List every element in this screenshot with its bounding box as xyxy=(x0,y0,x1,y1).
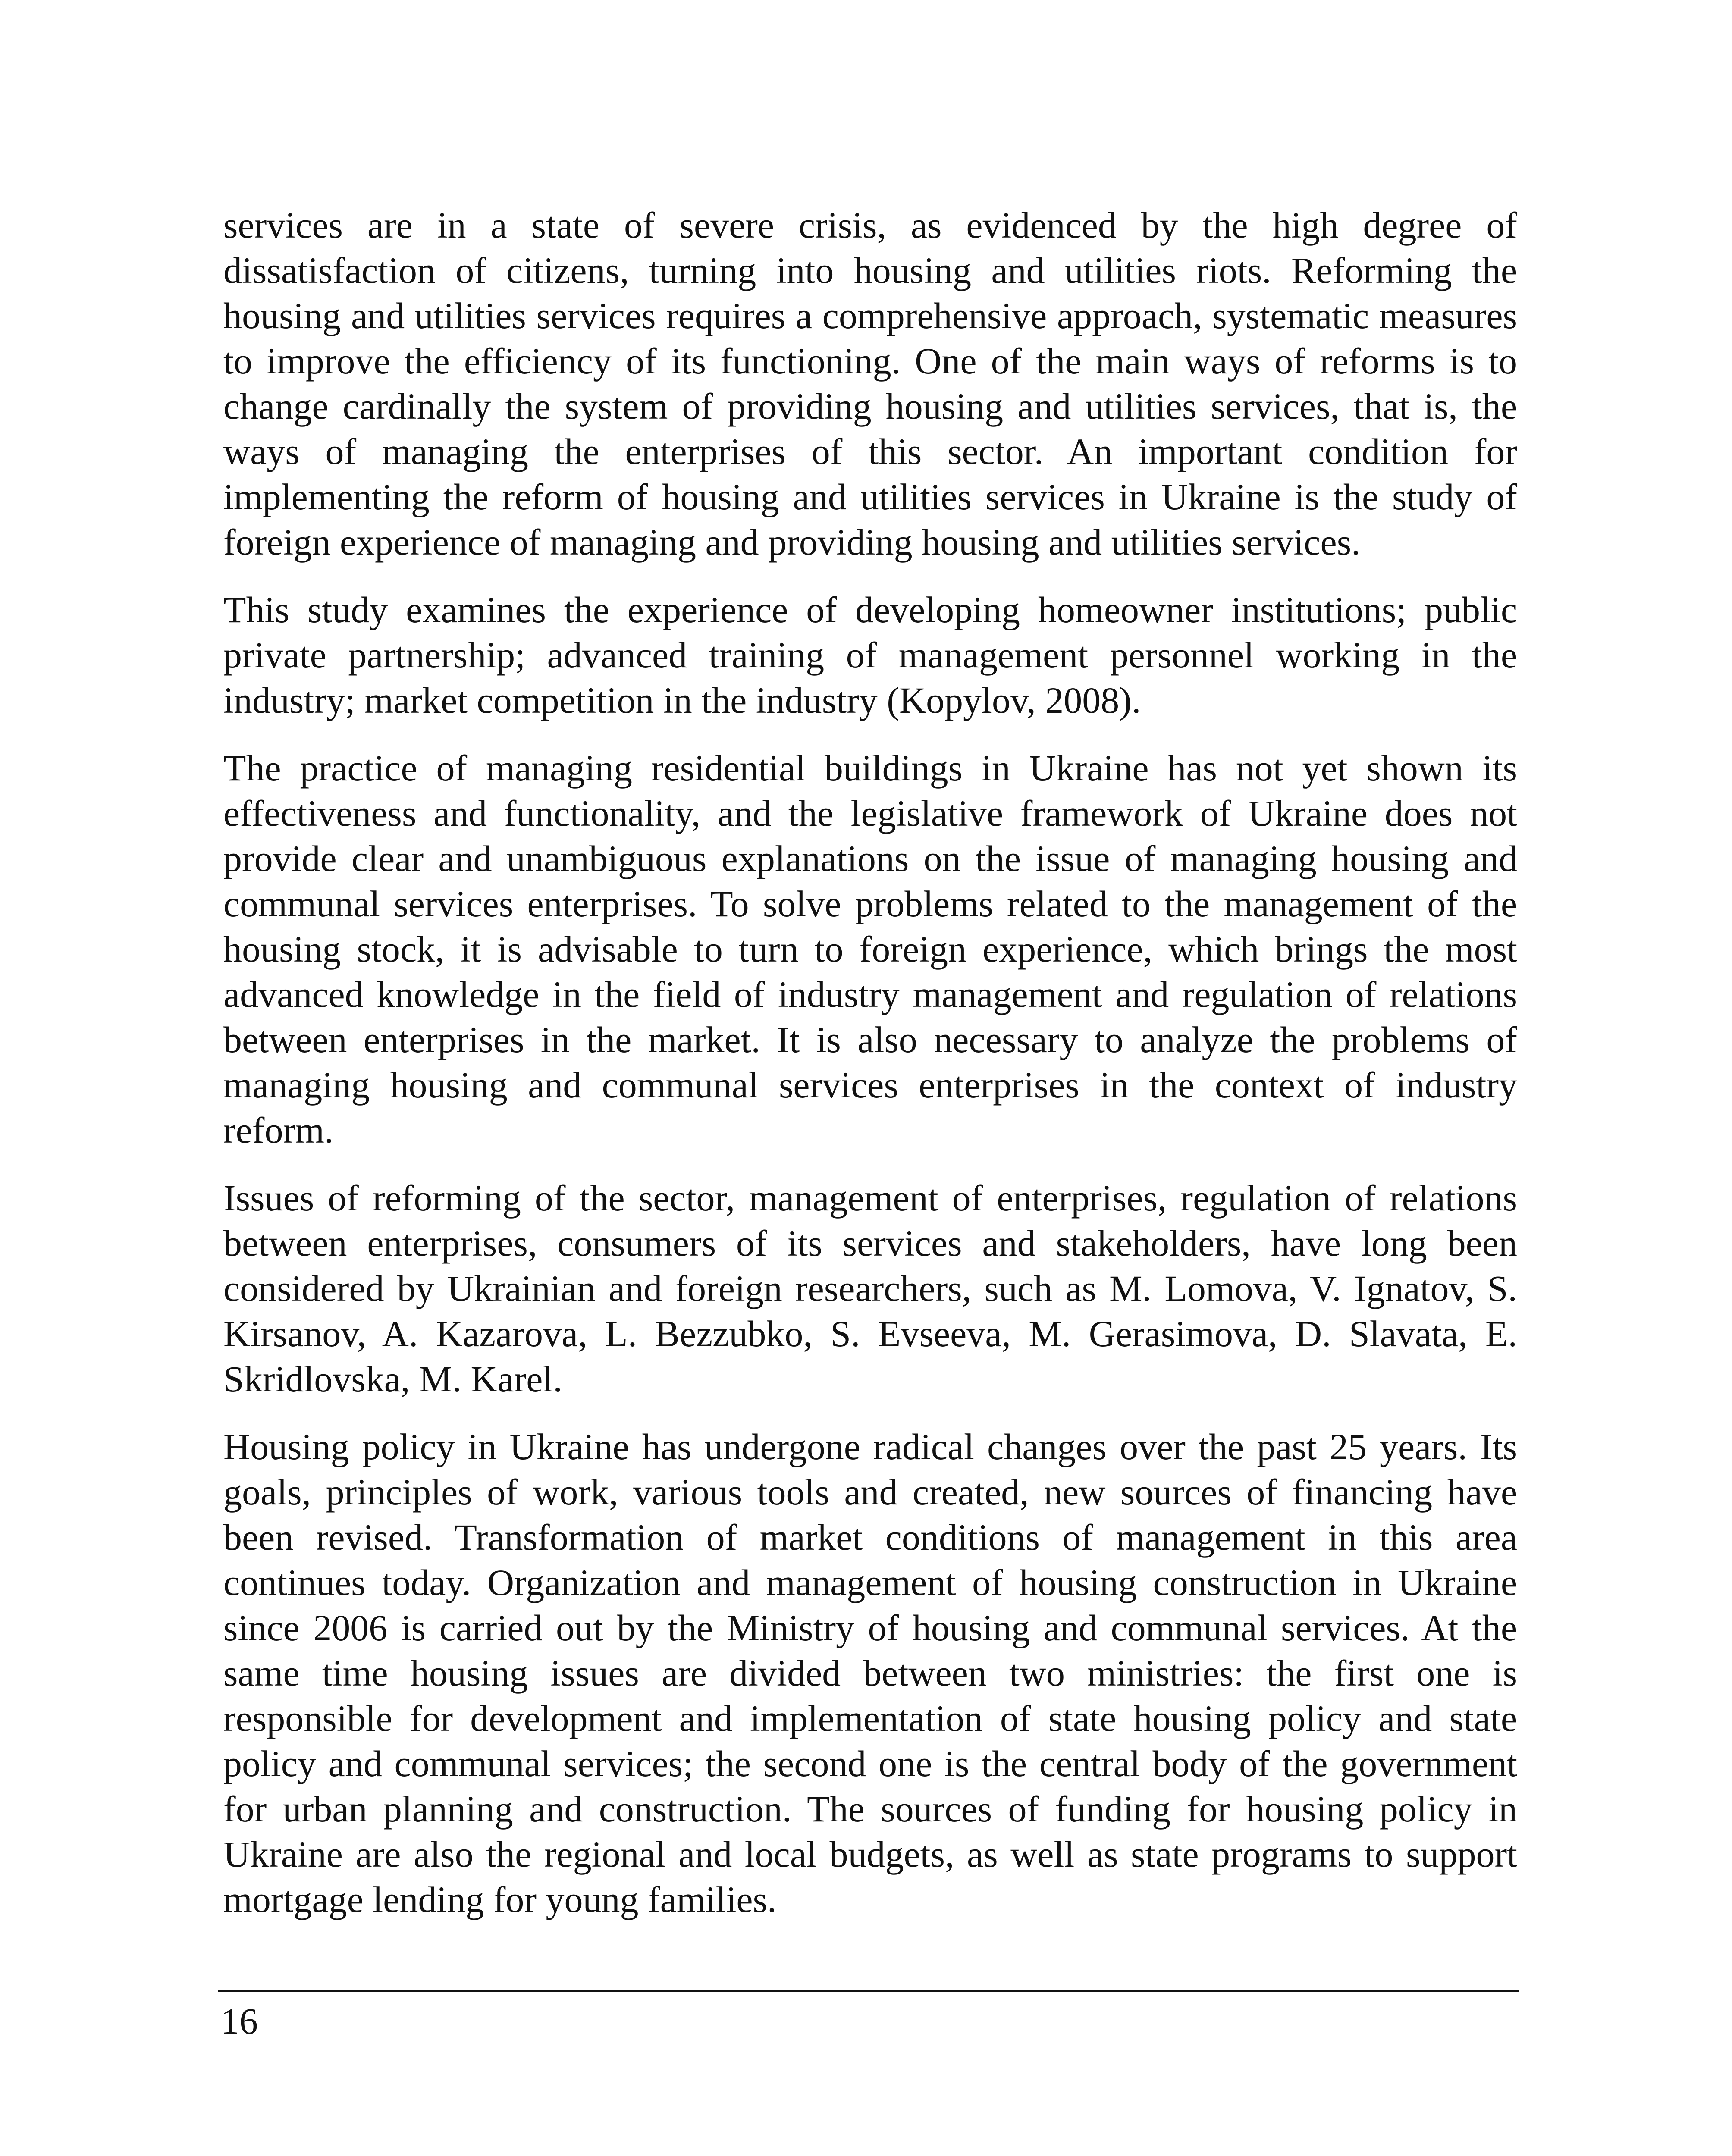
paragraph-1: services are in a state of severe crisis, as evidenced by the high degree of dissatisfaction of citizens, turning into housing and utilities riots. Reforming the housing and utilities services requires a comprehensive approach, systematic measures to improve the efficiency of its functioning. One of the main ways of reforms is to change cardinally the system of providing housing and utilities services, that is, the ways of managing the enterprises of this sector. An important condition for implementing the reform of housing and utilities services in Ukraine is the study of foreign experience of managing and providing housing and utilities services. xyxy=(223,204,1517,563)
paragraph-4: Issues of reforming of the sector, management of enterprises, regulation of relations between enterprises, consumers of its services and stakeholders, have long been considered by Ukrainian and foreign researchers, such as M. Lomova, V. Ignatov, S. Kirsanov, A. Kazarova, L. Bezzubko, S. Evseeva, M. Gerasimova, D. Slavata, E. Skridlovska, M. Karel. xyxy=(223,1177,1517,1400)
paragraph-5: Housing policy in Ukraine has undergone radical changes over the past 25 years. Its goals, principles of work, various tools and created, new sources of financing have been revised. Transformation of market conditions of management in this area continues today. Organization and management of housing construction in Ukraine since 2006 is carried out by the Ministry of housing and communal services. At the same time housing issues are divided between two ministries: the first one is responsible for development and implementation of state housing policy and state policy and communal services; the second one is the central body of the government for urban planning and construction. The sources of funding for housing policy in Ukraine are also the regional and local budgets, as well as state programs to support mortgage lending for young families. xyxy=(223,1426,1517,1920)
body-text xyxy=(223,203,1517,1945)
paragraph-3: The practice of managing residential buildings in Ukraine has not yet shown its effectiveness and functionality, and the legislative framework of Ukraine does not provide clear and unambiguous explanations on the issue of managing housing and communal services enterprises. To solve problems related to the management of the housing stock, it is advisable to turn to foreign experience, which brings the most advanced knowledge in the field of industry management and regulation of relations between enterprises in the market. It is also necessary to analyze the problems of managing housing and communal services enterprises in the context of industry reform. xyxy=(223,747,1517,1151)
paragraph-2: This study examines the experience of developing homeowner institutions; public private partnership; advanced training of management personnel working in the industry; market competition in the industry (Kopylov, 2008). xyxy=(223,589,1517,721)
page-number: 16 xyxy=(221,2000,258,2042)
footer-divider xyxy=(218,1990,1519,1992)
